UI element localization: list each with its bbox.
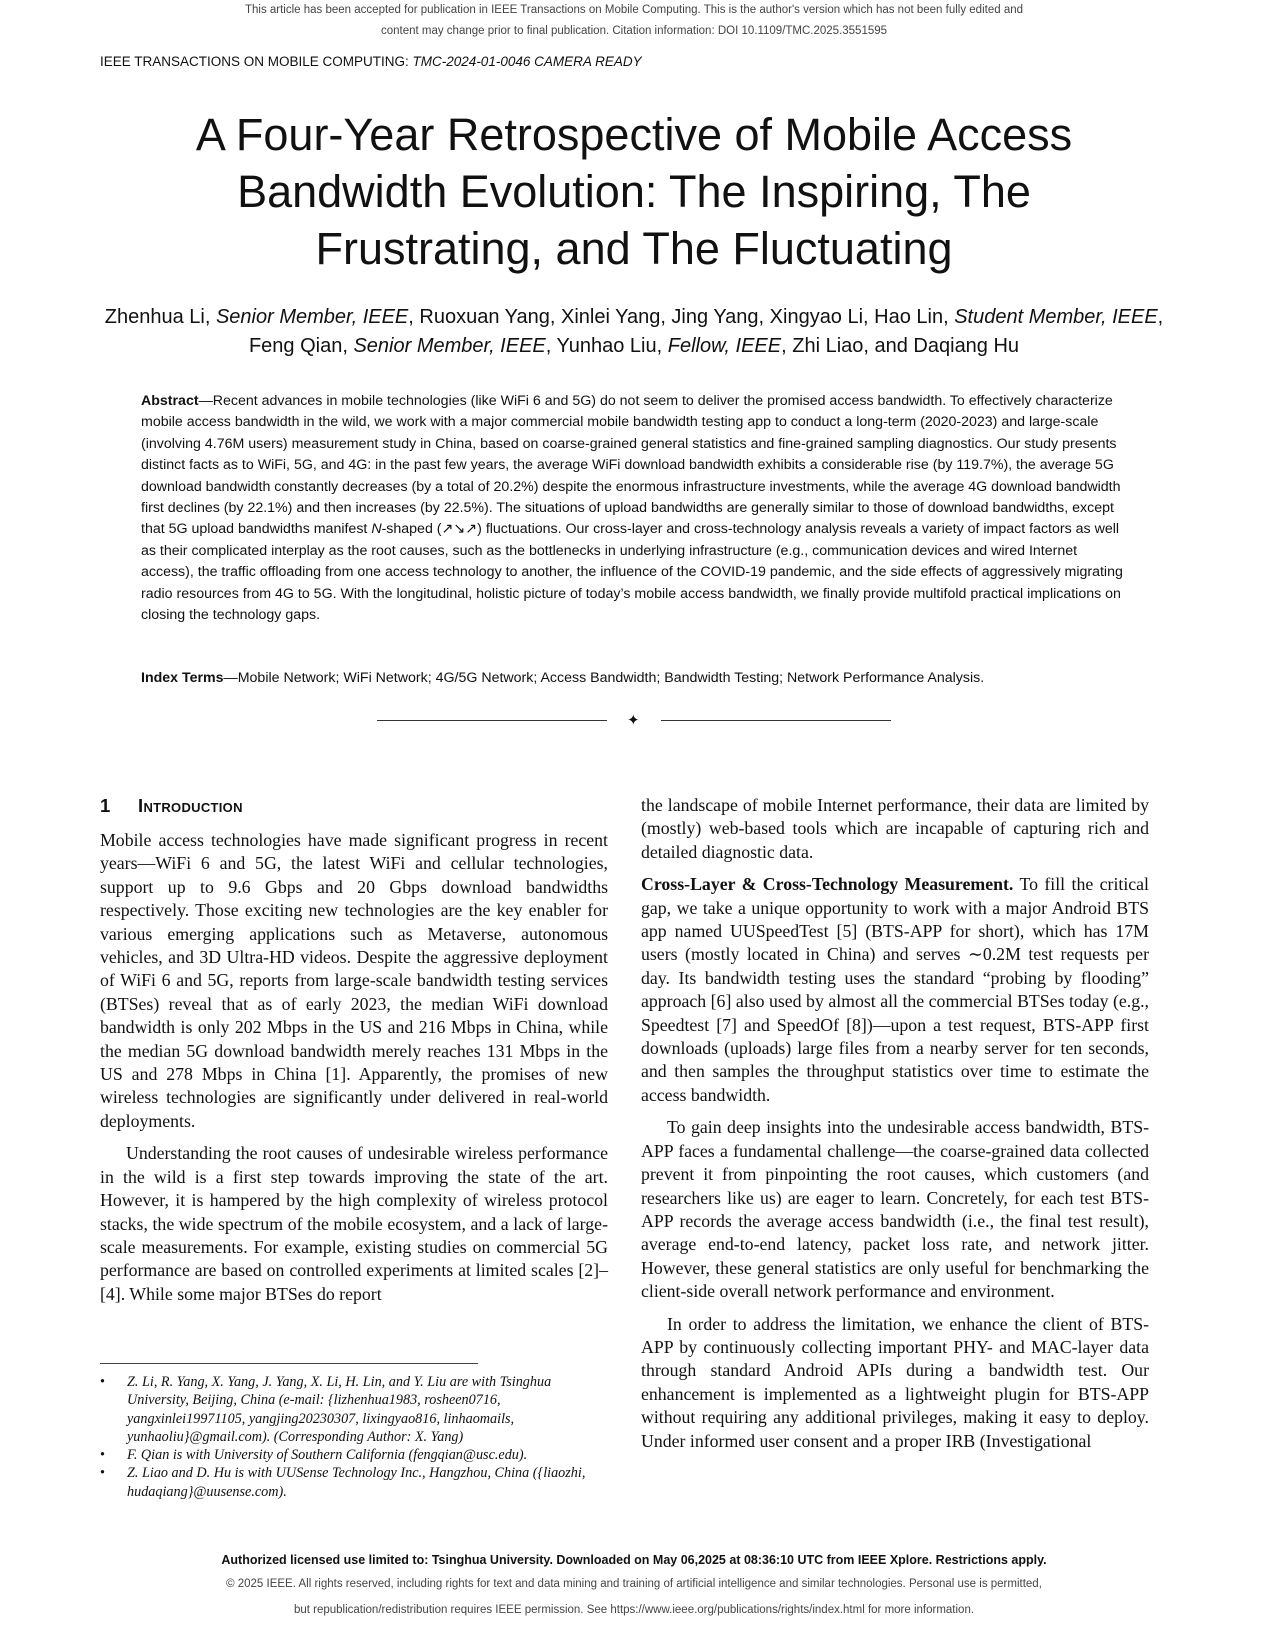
divider-line-right bbox=[661, 720, 891, 721]
section-number: 1 bbox=[100, 795, 111, 816]
author-text: , Yunhao Liu, bbox=[545, 335, 668, 357]
intro-paragraph-2: Understanding the root causes of undesirable wireless performance in the wild is a first step towards improving the state of the art. However, it is hampered by the high complexity of wireless protocol stacks, the wide spectrum of the mobile ecosystem, and a lack of large-scale measurements. For example, existing studies on commercial 5G performance are based on controlled experiments at limited scales [2]–[4]. While some major BTSes do report bbox=[100, 1143, 608, 1304]
manuscript-id: TMC-2024-01-0046 CAMERA READY bbox=[412, 54, 642, 69]
left-column bbox=[100, 794, 608, 1306]
author-role: Student Member, IEEE bbox=[954, 306, 1158, 328]
author-text: , Feng Qian, bbox=[248, 306, 1164, 357]
right-paragraph-3: To gain deep insights into the undesirable access bandwidth, BTS-APP faces a fundamental challenge—the coarse-grained data collected prevent it from pinpointing the root causes, which customers (and researchers like us) are eager to learn. Concretely, for each test BTS-APP records the average access bandwidth (i.e., the final test result), average end-to-end latency, packet loss rate, and network jitter. However, these general statistics are only useful for benchmarking the client-side overall network performance and environment. bbox=[641, 1117, 1149, 1302]
right-paragraph-1: the landscape of mobile Internet performance, their data are limited by (mostly) web-based tools which are incapable of capturing rich and detailed diagnostic data. bbox=[641, 795, 1149, 862]
publication-notice-line-1: This article has been accepted for publication in IEEE Transactions on Mobile Computing. This is the author's version which has not been fully edited and bbox=[244, 4, 1024, 16]
section-heading bbox=[100, 794, 608, 817]
paper-title-line-3: Frustrating, and The Fluctuating bbox=[315, 223, 953, 274]
paragraph-run-in-heading: Cross-Layer & Cross-Technology Measurement. bbox=[641, 874, 1014, 895]
right-paragraph-2-text: To fill the critical gap, we take a unique opportunity to work with a major Android BTS app named UUSpeedTest [5] (BTS-APP for short), which has 17M users (mostly located in China) and serves ∼0.2M test requests per day. Its bandwidth testing uses the standard “probing by flooding” approach [6] also used by almost all the commercial BTSes today (e.g., Speedtest [7] and SpeedOf [8])—upon a test request, BTS-APP first downloads (uploads) large files from a nearby server for ten seconds, and then samples the throughput statistics over time to estimate the access bandwidth. bbox=[641, 874, 1150, 1105]
abstract-text-continued: -shaped (↗↘↗) fluctuations. Our cross-layer and cross-technology analysis reveals a variety of impact factors as well as their complicated interplay as the root causes, such as the bottlenecks in underlying infrastructure (e.g., communication devices and wired Internet access), the traffic offloading from one access technology to another, the influence of the COVID-19 pandemic, and the side effects of aggressively migrating radio resources from 4G to 5G. With the longitudinal, holistic picture of today’s mobile access bandwidth, we finally provide multifold practical implications on closing the technology gaps. bbox=[141, 521, 1123, 624]
intro-paragraph-1: Mobile access technologies have made significant progress in recent years—WiFi 6 and 5G, the latest WiFi and cellular technologies, support up to 9.6 Gbps and 20 Gbps download bandwidths respectively. Those exciting new technologies are the key enabler for various emerging applications such as Metaverse, autonomous vehicles, and 3D Ultra-HD videos. Despite the aggressive deployment of WiFi 6 and 5G, reports from large-scale bandwidth testing services (BTSes) reveal that as of early 2023, the median WiFi download bandwidth is only 202 Mbps in the US and 216 Mbps in China, while the median 5G download bandwidth merely reaches 131 Mbps in the US and 278 Mbps in China [1]. Apparently, the promises of new wireless technologies are significantly under delivered in real-world deployments. bbox=[100, 830, 608, 1131]
footnote-item: • Z. Liao and D. Hu is with UUSense Technology Inc., Hangzhou, China ({liaozhi, hudaqiang}@uusense.com). bbox=[100, 1464, 608, 1501]
journal-name: IEEE TRANSACTIONS ON MOBILE COMPUTING: bbox=[100, 54, 413, 69]
author-text: , Zhi Liao, and Daqiang Hu bbox=[781, 335, 1020, 357]
publication-notice-line-2: content may change prior to final publication. Citation information: DOI 10.1109/TMC.2025.3551595 bbox=[380, 25, 888, 37]
paper-title bbox=[100, 106, 1168, 277]
paper-title-line-1: A Four-Year Retrospective of Mobile Access bbox=[195, 109, 1073, 160]
index-terms-text: —Mobile Network; WiFi Network; 4G/5G Network; Access Bandwidth; Bandwidth Testing; Network Performance Analysis. bbox=[223, 670, 985, 686]
index-terms bbox=[141, 668, 1126, 689]
footnote-item: • F. Qian is with University of Southern California (fengqian@usc.edu). bbox=[100, 1446, 608, 1464]
paper-title-line-2: Bandwidth Evolution: The Inspiring, The bbox=[237, 166, 1031, 217]
running-header bbox=[100, 54, 642, 69]
copyright-notice bbox=[0, 1571, 1268, 1623]
copyright-line-2: but republication/redistribution requires IEEE permission. See https://www.ieee.org/publications/rights/index.html for more information. bbox=[293, 1604, 975, 1616]
author-role: Senior Member, IEEE bbox=[215, 306, 409, 328]
index-terms-label: Index Terms bbox=[141, 670, 224, 686]
author-role: Senior Member, IEEE bbox=[353, 335, 546, 357]
section-divider bbox=[377, 713, 891, 729]
author-role: Fellow, IEEE bbox=[667, 335, 782, 357]
license-notice: Authorized licensed use limited to: Tsinghua University. Downloaded on May 06,2025 at 08:36:10 UTC from IEEE Xplore. Restrictions apply. bbox=[221, 1553, 1047, 1567]
publication-notice bbox=[0, 0, 1268, 42]
author-text: Zhenhua Li, bbox=[104, 306, 216, 328]
footnote-item: • Z. Li, R. Yang, X. Yang, J. Yang, X. Li, H. Lin, and Y. Liu are with Tsinghua University, Beijing, China (e-mail: {lizhenhua1983, rosheen0716, yangxinlei19971105, yangjing20230307, lixingyao816, linhaomails, yunhaoliu}@gmail.com). (Corresponding Author: X. Yang) bbox=[100, 1373, 608, 1446]
divider-line-left bbox=[377, 720, 607, 721]
right-column bbox=[641, 794, 1149, 1453]
abstract-n-shape: N bbox=[371, 521, 382, 538]
footnotes bbox=[100, 1373, 608, 1501]
section-title: Introduction bbox=[138, 795, 243, 816]
author-text: , Ruoxuan Yang, Xinlei Yang, Jing Yang, Xingyao Li, Hao Lin, bbox=[408, 306, 955, 328]
author-list bbox=[100, 303, 1168, 361]
footnote-rule bbox=[100, 1363, 478, 1364]
divider-diamond-icon: ✦ bbox=[627, 713, 640, 729]
abstract bbox=[141, 391, 1126, 626]
right-paragraph-2 bbox=[641, 873, 1149, 1107]
abstract-label: Abstract bbox=[141, 393, 199, 409]
copyright-line-1: © 2025 IEEE. All rights reserved, including rights for text and data mining and training of artificial intelligence and similar technologies. Personal use is permitted, bbox=[226, 1578, 1042, 1590]
right-paragraph-4: In order to address the limitation, we enhance the client of BTS-APP by continuously collecting important PHY- and MAC-layer data through standard Android APIs during a bandwidth test. Our enhancement is implemented as a lightweight plugin for BTS-APP without requiring any additional privileges, making it easy to deploy. Under informed user consent and a proper IRB (Investigational bbox=[641, 1313, 1149, 1451]
abstract-text: —Recent advances in mobile technologies (like WiFi 6 and 5G) do not seem to deliver the promised access bandwidth. To effectively characterize mobile access bandwidth in the wild, we work with a major commercial mobile bandwidth testing app to conduct a long-term (2020-2023) and large-scale (involving 4.76M users) measurement study in China, based on coarse-grained general statistics and fine-grained sampling diagnostics. Our study presents distinct facts as to WiFi, 5G, and 4G: in the past few years, the average WiFi download bandwidth exhibits a considerable rise (by 119.7%), the average 5G download bandwidth constantly decreases (by a total of 20.2%) despite the enormous infrastructure investments, while the average 4G download bandwidth first declines (by 22.1%) and then increases (by 22.5%). The situations of upload bandwidths are generally similar to those of download bandwidths, except that 5G upload bandwidths manifest bbox=[141, 393, 1121, 538]
